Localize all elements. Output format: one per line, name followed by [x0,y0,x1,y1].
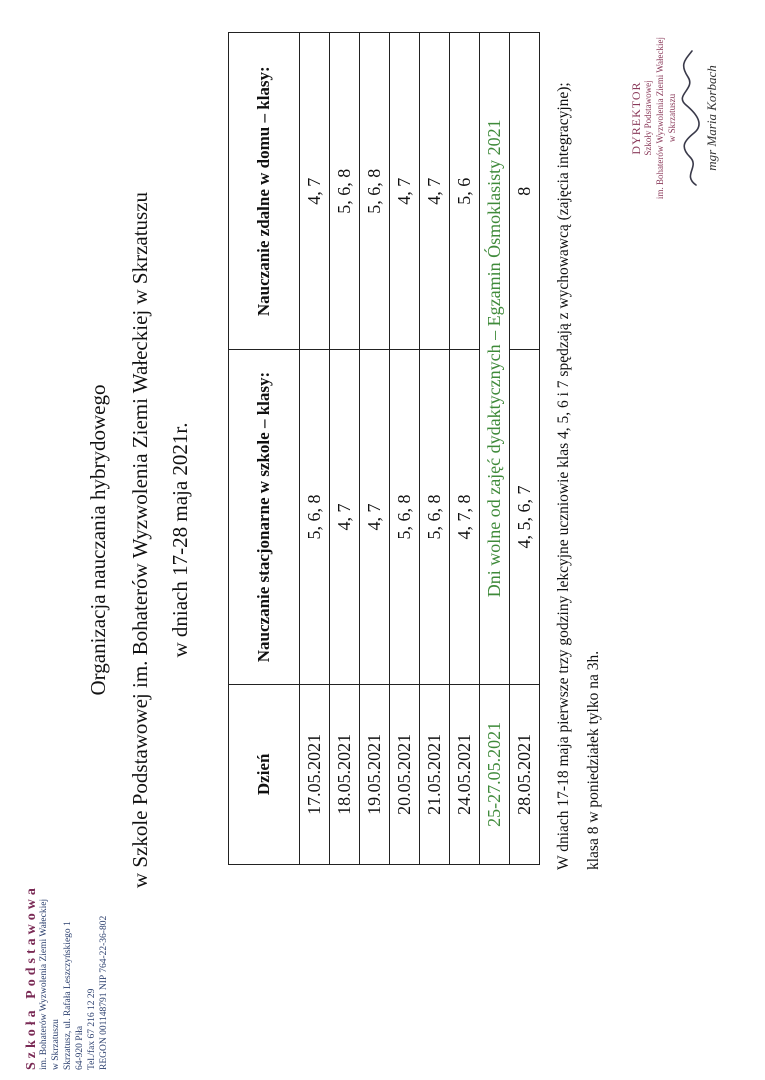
cell-day: 24.05.2021 [450,684,480,864]
director-signature-block [630,18,718,218]
cell-remote: 5, 6, 8 [360,33,390,350]
cell-remote: 4, 7 [390,33,420,350]
table-row [510,33,540,865]
table-row [360,33,390,865]
stamp-school-name: Szkoła Podstawowa [24,884,39,1070]
cell-remote: 4, 7 [420,33,450,350]
handwritten-signature [678,43,704,193]
cell-day: 20.05.2021 [390,684,420,864]
note-class-8: klasa 8 w poniedziałek tylko na 3h. [585,650,602,870]
director-patron: im. Bohaterów Wyzwolenia Ziemi Wałeckiej [655,36,665,200]
schedule-table [228,32,540,865]
cell-stationary: 4, 5, 6, 7 [510,350,540,684]
stamp-phone: Tel./fax 67 216 12 29 [87,988,97,1070]
director-role: DYREKTOR [629,81,643,155]
director-town: w Skrzatuszu [667,93,677,143]
table-header-row [229,33,300,865]
cell-remote: 5, 6 [450,33,480,350]
cell-stationary: 5, 6, 8 [300,350,330,684]
cell-stationary: 4, 7 [330,350,360,684]
exam-row [480,33,510,865]
stamp-ids: REGON 001148791 NIP 764-22-36-802 [99,915,109,1070]
header-day: Dzień [229,684,300,864]
stamp-postal: 64-920 Piła [75,1025,85,1070]
cell-stationary: 4, 7, 8 [450,350,480,684]
cell-day: 19.05.2021 [360,684,390,864]
header-remote: Nauczanie zdalne w domu – klasy: [229,33,300,350]
table-row [330,33,360,865]
cell-day-exam: 25-27.05.2021 [480,684,510,864]
note-integration: W dniach 17-18 maja pierwsze trzy godziny lekcyjne uczniowie klas 4, 5, 6 i 7 spędzają z wychowawcą (zajęcia integracyjne); [555,82,572,870]
cell-day: 18.05.2021 [330,684,360,864]
header-stationary: Nauczanie stacjonarne w szkole – klasy: [229,350,300,684]
cell-remote: 8 [510,33,540,350]
table-row [450,33,480,865]
page-title: Organizacja nauczania hybrydowego [86,384,110,696]
director-name: mgr Maria Korbach [704,65,719,171]
cell-exam-note: Dni wolne od zajęć dydaktycznych – Egzamin Ósmoklasisty 2021 [480,33,510,685]
page-subtitle-dates: w dniach 17-28 maja 2021r. [168,422,192,658]
cell-day: 21.05.2021 [420,684,450,864]
page-subtitle-school: w Szkole Podstawowej im. Bohaterów Wyzwolenia Ziemi Wałeckiej w Skrzatuszu [128,191,152,889]
cell-stationary: 4, 7 [360,350,390,684]
cell-remote: 4, 7 [300,33,330,350]
cell-day: 28.05.2021 [510,684,540,864]
stamp-address: Skrzatusz, ul. Rafała Leszczyńskiego 1 [63,921,73,1070]
table-row [420,33,450,865]
cell-remote: 5, 6, 8 [330,33,360,350]
table-row [390,33,420,865]
cell-stationary: 5, 6, 8 [390,350,420,684]
cell-day: 17.05.2021 [300,684,330,864]
stamp-patron: im. Bohaterów Wyzwolenia Ziemi Wałeckiej [39,898,49,1070]
table-row [300,33,330,865]
stamp-town: w Skrzatuszu [51,1019,61,1070]
director-school: Szkoły Podstawowej [643,80,653,156]
cell-stationary: 5, 6, 8 [420,350,450,684]
